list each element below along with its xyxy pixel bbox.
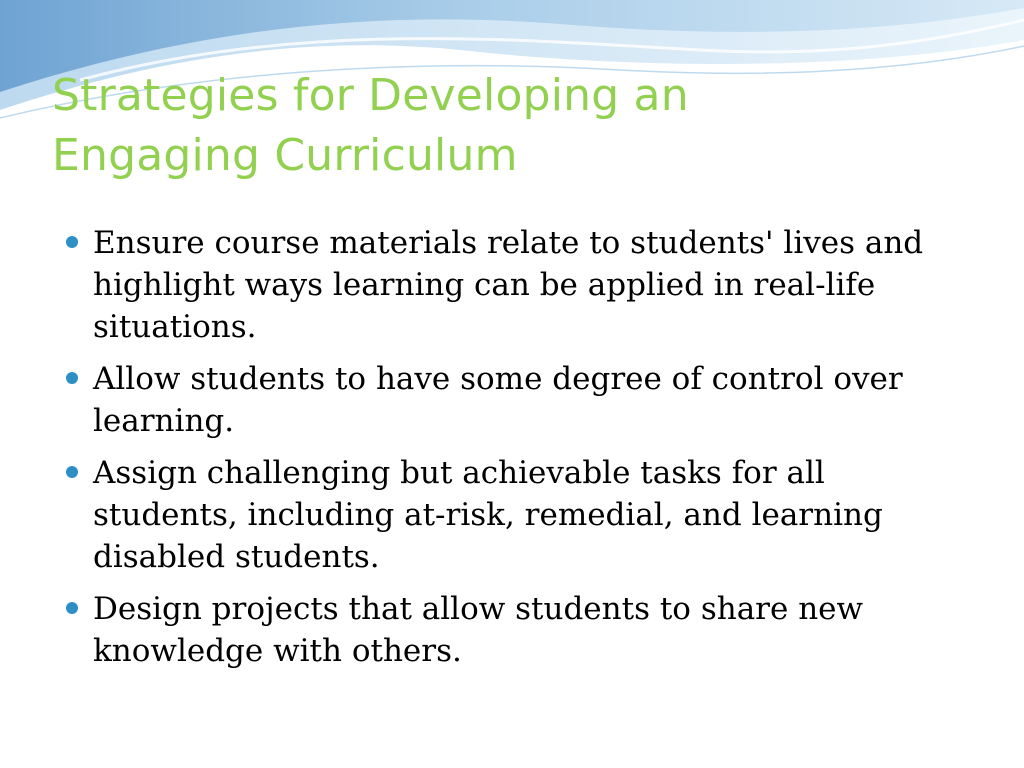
bullet-text: Design projects that allow students to share new knowledge with others. xyxy=(93,591,864,669)
title-line-1: Strategies for Developing an xyxy=(52,70,689,121)
list-item xyxy=(66,452,966,578)
title-line-2: Engaging Curriculum xyxy=(52,129,518,181)
bullet-icon xyxy=(66,602,78,614)
bullet-icon xyxy=(66,236,78,248)
bullet-list xyxy=(66,222,966,682)
bullet-text: Assign challenging but achievable tasks for all students, including at-risk, remedial, and learning disabled students. xyxy=(93,455,883,575)
list-item xyxy=(66,588,966,672)
slide-title xyxy=(52,66,992,186)
bullet-text: Ensure course materials relate to students' lives and highlight ways learning can be applied in real-life situations. xyxy=(93,225,924,345)
bullet-text: Allow students to have some degree of control over learning. xyxy=(93,361,903,439)
bullet-icon xyxy=(66,372,78,384)
list-item xyxy=(66,222,966,348)
list-item xyxy=(66,358,966,442)
bullet-icon xyxy=(66,466,78,478)
